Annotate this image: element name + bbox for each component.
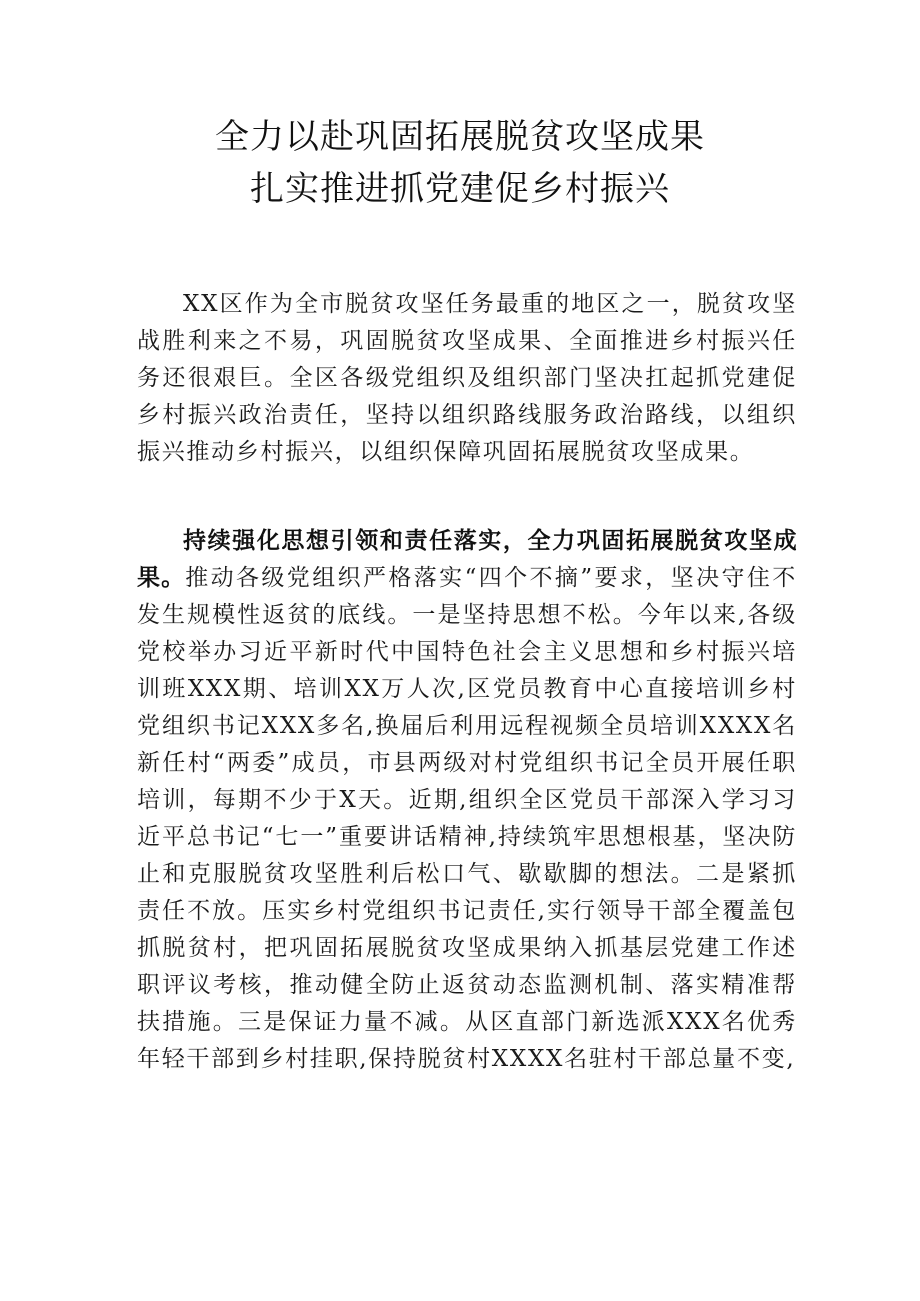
section-heading: 持续强化思想引领和责任落实，全力巩固拓展脱贫攻坚成果。 [137, 528, 797, 591]
section-body: 推动各级党组织严格落实“四个不摘”要求，坚决守住不发生规模性返贫的底线。一是坚持思想不松。今年以来,各级党校举办习近平新时代中国特色社会主义思想和乡村振兴培训班XXX期、培训XX万人次,区党员教育中心直接培训乡村党组织书记XXX多名,换届后利用远程视频全员培训XXXX名新任村“两委”成员，市县两级对村党组织书记全员开展任职培训，每期不少于X天。近期,组织全区党员干部深入学习习近平总书记“七一”重要讲话精神,持续筑牢思想根基，坚决防止和克服脱贫攻坚胜利后松口气、歇歇脚的想法。二是紧抓责任不放。压实乡村党组织书记责任,实行领导干部全覆盖包抓脱贫村，把巩固拓展脱贫攻坚成果纳入抓基层党建工作述职评议考核，推动健全防止返贫动态监测机制、落实精准帮扶措施。三是保证力量不减。从区直部门新选派XXX名优秀年轻干部到乡村挂职,保持脱贫村XXXX名驻村干部总量不变, [137, 565, 797, 1072]
document-title-line-2: 扎实推进抓党建促乡村振兴 [250, 169, 670, 209]
paragraph-intro: XX区作为全市脱贫攻坚任务最重的地区之一，脱贫攻坚战胜利来之不易，巩固脱贫攻坚成果、全面推进乡村振兴任务还很艰巨。全区各级党组织及组织部门坚决扛起抓党建促乡村振兴政治责任，坚持以组织路线服务政治路线，以组织振兴推动乡村振兴，以组织保障巩固拓展脱贫攻坚成果。 [137, 291, 797, 465]
paragraph-section-1 [137, 523, 797, 1078]
document-title-line-1: 全力以赴巩固拓展脱贫攻坚成果 [215, 117, 705, 157]
